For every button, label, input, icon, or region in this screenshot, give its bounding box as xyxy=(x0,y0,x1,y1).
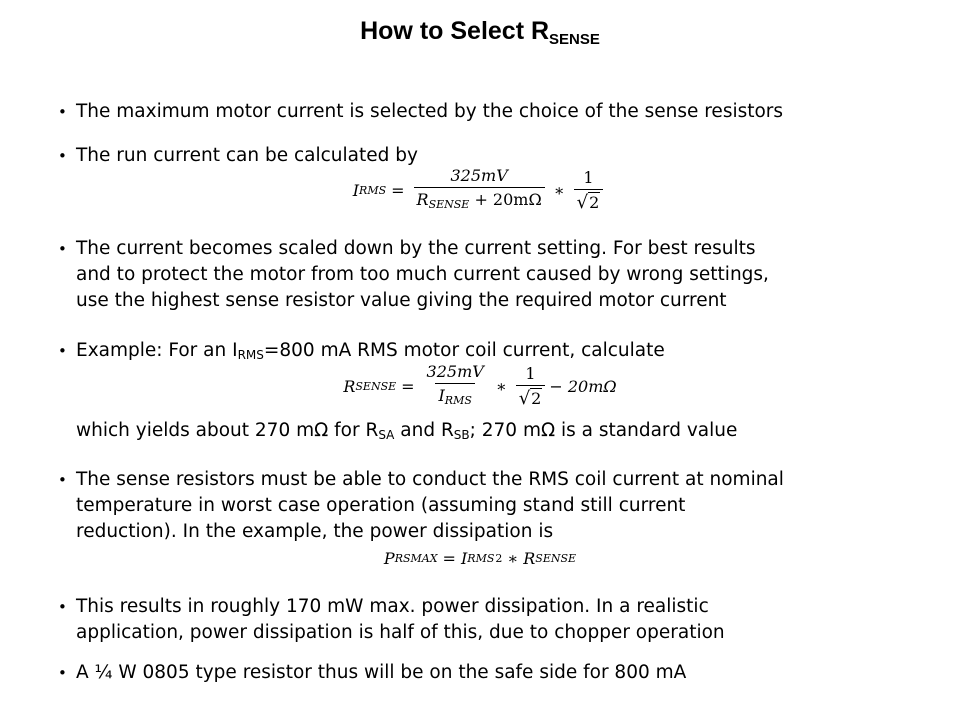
example-result: which yields about 270 mΩ for $R_{SA}$ and $R_{SB}$; 270 mΩ is a standard value xyxy=(76,420,738,442)
page-title: How to Select $R_{SENSE}$ xyxy=(360,17,600,48)
bullet-run-current: • The run current can be calculated by xyxy=(76,143,936,169)
equation-irms: I RMS = $\frac{325mV}{\text{RSENSE + 20mΩ}}$ ∗ 1 √ 2 xyxy=(0,166,960,215)
bullet-current-scaled: • The current becomes scaled down by the current setting. For best results and to protect the motor from too much current caused by wrong settings, use the highest sense resistor value giving the required motor current xyxy=(76,236,936,314)
equation-rsense: R SENSE = $\frac{325mV}{\text{IRMS}}$ ∗ 1 √ 2 − 20mΩ xyxy=(343,362,617,409)
bullet-power-dissipation: • This results in roughly 170 mW max. power dissipation. In a realistic application, power dissipation is half of this, due to chopper operation xyxy=(76,594,936,646)
bullet-resistor-choice: • A ¼ W 0805 type resistor thus will be on the safe side for 800 mA xyxy=(76,660,936,686)
equation-power: P RSMAX = I RMS 2 ∗ R SENSE xyxy=(383,549,577,568)
bullet-max-current: • The maximum motor current is selected by the choice of the sense resistors xyxy=(76,99,936,125)
bullet-sense-resistors: • The sense resistors must be able to conduct the RMS coil current at nominal temperature in worst case operation (assuming stand still current reduction). In the example, the power dissipation is xyxy=(76,467,936,545)
bullet-example: • Example: For an $I_{RMS}=800$ mA RMS motor coil current, calculate xyxy=(76,338,936,364)
